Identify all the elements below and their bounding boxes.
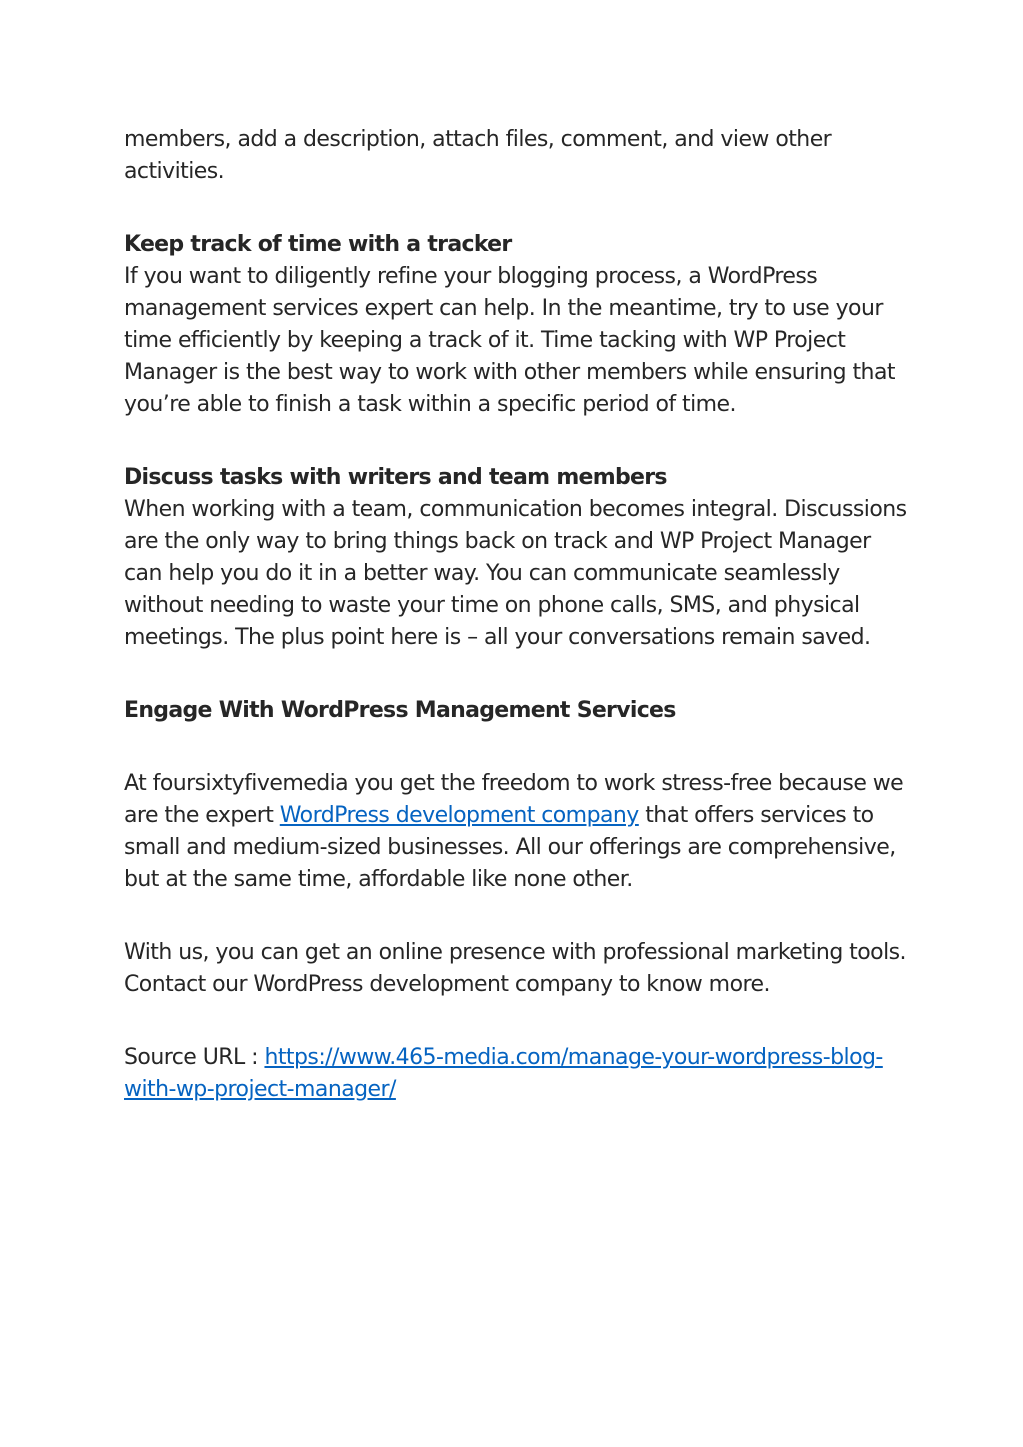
heading-discuss-tasks: Discuss tasks with writers and team members xyxy=(124,465,667,490)
source-url-link[interactable]: https://www.465-media.com/manage-your-wordpress-blog-with-wp-project-manager/ xyxy=(124,1045,883,1102)
wordpress-development-company-link[interactable]: WordPress development company xyxy=(279,803,639,828)
spacer xyxy=(124,188,914,229)
spacer xyxy=(124,421,914,462)
document-page xyxy=(124,124,914,1106)
company-text-before-link: At foursixtyfivemedia you get the freedom to work stress-free because we are the expert xyxy=(124,771,904,828)
company-text-after-link: that offers services to small and medium-sized businesses. All our offerings are comprehensive, but at the same time, affordable like none other. xyxy=(124,803,896,892)
time-tracker-paragraph: If you want to diligently refine your blogging process, a WordPress management services expert can help. In the meantime, try to use your time efficiently by keeping a track of it. Time tacking with WP Project Manager is the best way to work with other members while ensuring that you’re able to finish a task within a specific period of time. xyxy=(124,264,895,417)
spacer xyxy=(124,896,914,937)
contact-paragraph: With us, you can get an online presence with professional marketing tools. Contact our WordPress development company to know more. xyxy=(124,940,906,997)
heading-engage: Engage With WordPress Management Services xyxy=(124,698,676,723)
intro-paragraph: members, add a description, attach files, comment, and view other activities. xyxy=(124,127,832,184)
spacer xyxy=(124,1001,914,1042)
spacer xyxy=(124,654,914,695)
discuss-tasks-paragraph: When working with a team, communication becomes integral. Discussions are the only way to bring things back on track and WP Project Manager can help you do it in a better way. You can communicate seamlessly without needing to waste your time on phone calls, SMS, and physical meetings. The plus point here is – all your conversations remain saved. xyxy=(124,497,907,650)
source-paragraph xyxy=(124,1042,914,1106)
source-label: Source URL : xyxy=(124,1045,265,1070)
spacer xyxy=(124,727,914,768)
heading-time-tracker: Keep track of time with a tracker xyxy=(124,232,512,257)
company-paragraph xyxy=(124,768,914,896)
